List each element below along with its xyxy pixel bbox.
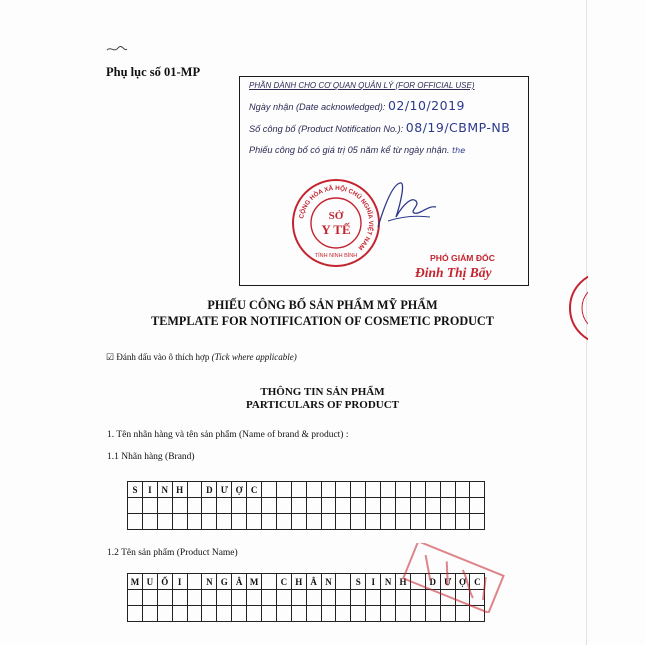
grid-cell [396,514,411,530]
signer-name: Đinh Thị Bẩy [415,265,492,280]
grid-cell [277,606,292,622]
seal-ring-text: CỘNG HÒA XÃ HỘI CHỦ NGHĨA VIỆT NAM [298,184,375,252]
grid-cell [232,590,247,606]
grid-cell [307,498,322,514]
date-acknowledged-line [249,98,465,113]
grid-cell [143,590,158,606]
grid-cell [262,482,277,498]
grid-cell [470,514,485,530]
notification-number-line [249,120,510,135]
validity-text: Phiếu công bố có giá trị 05 năm kể từ ngày nhận. [249,145,450,155]
grid-cell [351,482,366,498]
item-1-label: 1. Tên nhãn hàng và tên sản phẩm (Name of brand & product) : [107,430,349,440]
grid-cell [456,514,471,530]
grid-cell [366,482,381,498]
grid-cell: Ố [158,574,173,590]
grid-cell [396,482,411,498]
grid-cell [336,574,351,590]
grid-cell [247,514,262,530]
grid-cell: H [396,574,411,590]
grid-cell [426,498,441,514]
section-title-en: PARTICULARS OF PRODUCT [245,399,399,411]
grid-cell [336,498,351,514]
notification-number-value: 08/19/CBMP-NB [405,120,511,135]
grid-cell: M [128,574,143,590]
grid-cell [336,606,351,622]
grid-cell [188,574,203,590]
grid-cell [217,590,232,606]
grid-cell [188,590,203,606]
grid-cell [366,514,381,530]
item-1-1-label: 1.1 Nhãn hàng (Brand) [107,452,195,462]
grid-cell [202,514,217,530]
grid-cell [277,590,292,606]
grid-cell [188,606,203,622]
grid-cell [441,514,456,530]
seal-bottom-text: TỈNH NINH BÌNH [314,253,358,259]
red-rubber-stamp-mark [393,543,513,613]
grid-cell: I [173,574,188,590]
grid-cell [381,498,396,514]
grid-cell [456,498,471,514]
date-acknowledged-value: 02/10/2019 [387,98,465,113]
grid-cell [322,482,337,498]
grid-cell [262,606,277,622]
grid-cell [292,514,307,530]
grid-cell [188,498,203,514]
grid-cell [232,514,247,530]
official-use-title: PHẦN DÀNH CHO CƠ QUAN QUẢN LÝ (FOR OFFICIAL USE) [249,81,475,90]
grid-cell [128,590,143,606]
official-red-seal [290,177,382,269]
grid-cell: N [158,482,173,498]
grid-cell: H [292,574,307,590]
grid-cell [128,514,143,530]
grid-cell [307,606,322,622]
grid-cell [202,606,217,622]
notification-number-label: Số công bố (Product Notification No.): [249,124,404,134]
validity-initials: the [451,146,466,155]
grid-cell: Ợ [232,482,247,498]
grid-cell [322,514,337,530]
grid-cell [262,514,277,530]
grid-cell: U [143,574,158,590]
grid-cell [351,514,366,530]
grid-cell [441,482,456,498]
grid-cell [351,590,366,606]
grid-cell [322,590,337,606]
tick-instruction [106,352,297,363]
grid-cell [426,482,441,498]
grid-cell [232,498,247,514]
seal-center-main: Y TẾ [321,222,351,237]
title-vietnamese: PHIẾU CÔNG BỐ SẢN PHẨM MỸ PHẨM [207,298,438,312]
grid-cell: N [202,574,217,590]
pen-scribble-mark [106,44,128,56]
grid-cell: G [217,574,232,590]
grid-cell [262,590,277,606]
grid-cell [247,498,262,514]
grid-cell: Ư [217,482,232,498]
section-title-vi: THÔNG TIN SẢN PHẨM [260,386,385,398]
grid-cell [202,498,217,514]
grid-cell [173,514,188,530]
grid-cell [351,498,366,514]
grid-cell [188,482,203,498]
grid-cell: Ợ [456,574,471,590]
grid-cell [441,498,456,514]
grid-cell [128,498,143,514]
grid-cell [292,498,307,514]
seal-center-top: SỞ [328,210,344,222]
grid-cell [173,606,188,622]
grid-cell: I [143,482,158,498]
grid-cell: C [277,574,292,590]
grid-cell [336,514,351,530]
grid-cell [336,482,351,498]
grid-cell [292,482,307,498]
grid-cell: D [426,574,441,590]
grid-cell: Â [307,574,322,590]
grid-cell [456,482,471,498]
grid-cell [292,590,307,606]
grid-cell [336,590,351,606]
grid-cell [217,606,232,622]
grid-cell [247,606,262,622]
grid-cell [158,606,173,622]
grid-cell: S [351,574,366,590]
grid-cell [411,514,426,530]
validity-line [249,145,465,155]
grid-cell [277,482,292,498]
grid-cell [426,514,441,530]
grid-cell [217,514,232,530]
grid-cell [381,482,396,498]
grid-cell: C [247,482,262,498]
tick-mark: ☑ [106,352,115,362]
appendix-label: Phụ lục số 01-MP [106,65,201,79]
grid-cell: H [173,482,188,498]
grid-cell [322,498,337,514]
grid-cell [143,514,158,530]
grid-cell [292,606,307,622]
grid-cell [411,482,426,498]
grid-cell: D [202,482,217,498]
grid-cell [158,498,173,514]
grid-cell [262,574,277,590]
grid-cell: M [247,574,262,590]
grid-cell [128,606,143,622]
grid-cell: N [381,574,396,590]
grid-cell [173,498,188,514]
grid-row [128,514,485,530]
grid-cell [202,590,217,606]
grid-cell: Ư [441,574,456,590]
tick-instruction-vi: Đánh dấu vào ô thích hợp [116,352,210,362]
handwritten-signature [370,177,440,237]
grid-cell [247,590,262,606]
grid-cell [396,498,411,514]
grid-cell [307,514,322,530]
grid-cell [277,498,292,514]
grid-cell [232,606,247,622]
grid-cell [188,514,203,530]
item-1-2-label: 1.2 Tên sản phẩm (Product Name) [107,548,238,558]
grid-cell [262,498,277,514]
grid-cell [143,498,158,514]
grid-cell [173,590,188,606]
grid-cell: S [128,482,143,498]
grid-cell [322,606,337,622]
grid-cell: Â [232,574,247,590]
grid-cell [366,590,381,606]
grid-cell [381,514,396,530]
grid-cell [411,498,426,514]
grid-cell [277,514,292,530]
official-use-box [239,76,529,286]
tick-instruction-en: (Tick where applicable) [211,352,297,362]
grid-row [128,482,485,498]
grid-cell [366,606,381,622]
brand-letter-grid [127,481,485,530]
grid-cell [158,590,173,606]
title-english: TEMPLATE FOR NOTIFICATION OF COSMETIC PRODUCT [151,314,494,328]
grid-cell [143,606,158,622]
signer-title: PHÓ GIÁM ĐỐC [430,253,495,263]
date-acknowledged-label: Ngày nhận (Date acknowledged): [249,102,386,112]
grid-cell: I [366,574,381,590]
grid-cell [351,606,366,622]
grid-cell [366,498,381,514]
grid-cell [158,514,173,530]
grid-row [128,498,485,514]
grid-cell [307,590,322,606]
grid-cell [470,482,485,498]
grid-cell [470,498,485,514]
grid-cell: N [322,574,337,590]
grid-cell [307,482,322,498]
grid-cell [217,498,232,514]
grid-cell: C [470,574,485,590]
